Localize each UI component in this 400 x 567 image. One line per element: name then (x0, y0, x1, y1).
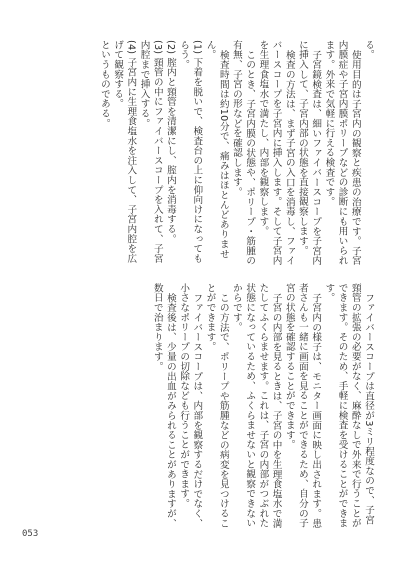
paragraph: 子宮鏡検査は、細いファイバースコープを子宮内に挿入して、子宮内部の状態を直接観察します。 (296, 40, 322, 266)
paragraph: 検査後は、少量の出血がみられることがありますが、数日で治まります。 (151, 283, 176, 528)
numbered-item: (4) 子宮内に生理食塩水を注入して、子宮内腔を広げて観察する。 (112, 40, 137, 264)
numbered-item: (2) 腟内と頸管を清潔にし、腟内を消毒する。 (164, 40, 176, 244)
numbered-item: (1) 下着を脱いで、検査台の上に仰向けになってもらう。 (178, 40, 203, 264)
closing-line: というものである。 (98, 40, 110, 129)
upper-text-block (30, 40, 375, 268)
page-number: 053 (22, 529, 39, 539)
paragraph: る。 (363, 40, 374, 60)
paragraph: この方法で、ポリープや筋腫などの病変を見つけることができます。 (204, 283, 229, 528)
lower-text-block (30, 283, 375, 531)
paragraph: 検査の方法は、まず子宮の入口を消毒し、ファイバースコープを子宮内に挿入します。そして子宮内を生理食塩水で満たし、内部を観察します。 (257, 40, 295, 266)
paragraph: 使用目的は子宮内の観察と疾患の治療です。子宮内膜症や子宮内膜ポリープなどの診断にも用いられます。外来で気軽に行える検査です。 (323, 40, 361, 266)
paragraph: このとき、子宮内膜の状態や、ポリープ・筋腫の有無、子宮の形などを確認します。 (230, 40, 256, 266)
paragraph: 子宮の内部を見るときは、子宮の中を生理食塩水で満たしてふくらませます。これは、子宮の内部がつぶれた状態になっているため、ふくらませないと観察できないからです。 (230, 283, 282, 528)
paragraph: ファイバースコープは直径が3ミリ程度なので、子宮頸管の拡張の必要がなく、麻酔なしで外来で行うことができます。そのため、手軽に検査を受けることができます。 (323, 283, 374, 528)
numbered-item: (3) 頸管の中にファイバースコープを入れて、子宮内腔まで挿入する。 (138, 40, 163, 264)
paragraph: 子宮内の様子は、モニター画面に映し出されます。患者さんも一緒に画面を見ることができるため、自分の子宮の状態を確認することができます。 (283, 283, 322, 528)
paragraph: 検査時間は約10分で、痛みはほとんどありません。 (204, 40, 229, 259)
paragraph: ファイバースコープは、内部を観察するだけでなく、小さなポリープの切除なども行うことができます。 (178, 283, 203, 528)
